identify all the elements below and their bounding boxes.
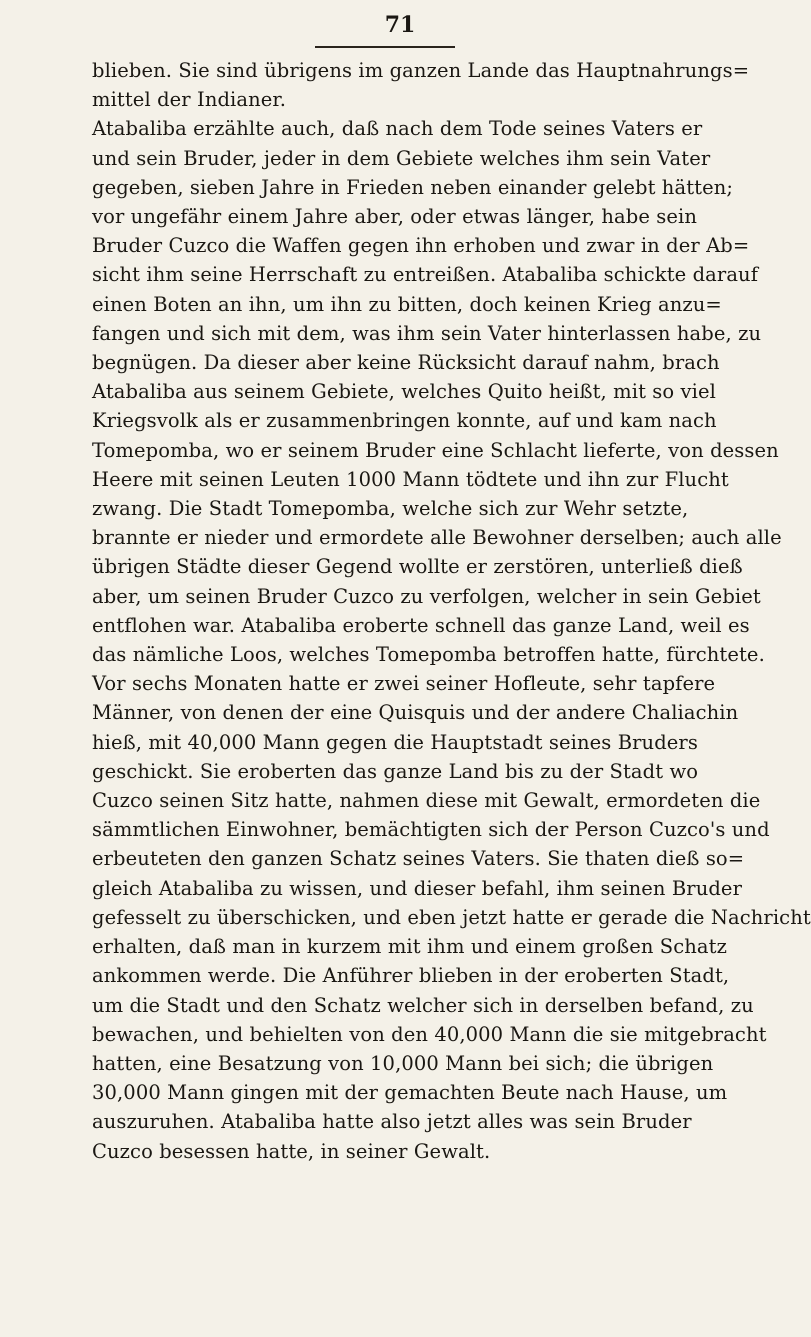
text-line: 30,000 Mann gingen mit der gemachten Beute nach Hause, um xyxy=(92,1081,728,1105)
text-line: Cuzco besessen hatte, in seiner Gewalt. xyxy=(92,1139,491,1163)
text-line: gefesselt zu überschicken, und eben jetzt hatte er gerade die Nachricht xyxy=(92,905,811,929)
text-line: das nämliche Loos, welches Tomepomba betroffen hatte, fürchtete. xyxy=(92,643,765,667)
text-line: Atabaliba erzählte auch, daß nach dem Tode seines Vaters er xyxy=(92,117,703,141)
text-line: sicht ihm seine Herrschaft zu entreißen. Atabaliba schickte darauf xyxy=(92,263,759,287)
text-line: geschickt. Sie eroberten das ganze Land bis zu der Stadt wo xyxy=(92,759,699,783)
text-line: mittel der Indianer. xyxy=(92,88,287,112)
text-line: einen Boten an ihn, um ihn zu bitten, doch keinen Krieg anzu= xyxy=(92,292,722,316)
text-line: und sein Bruder, jeder in dem Gebiete welches ihm sein Vater xyxy=(92,146,711,170)
text-line: gegeben, sieben Jahre in Frieden neben einander gelebt hätten; xyxy=(92,175,734,199)
text-line: bewachen, und behielten von den 40,000 Mann die sie mitgebracht xyxy=(92,1022,767,1046)
body-text xyxy=(92,56,811,1166)
text-line: zwang. Die Stadt Tomepomba, welche sich zur Wehr setzte, xyxy=(92,497,689,521)
text-line: Atabaliba aus seinem Gebiete, welches Quito heißt, mit so viel xyxy=(92,380,716,404)
text-line: vor ungefähr einem Jahre aber, oder etwas länger, habe sein xyxy=(92,205,698,229)
page-number: 71 xyxy=(384,12,416,38)
text-line: um die Stadt und den Schatz welcher sich in derselben befand, zu xyxy=(92,993,754,1017)
text-line: Heere mit seinen Leuten 1000 Mann tödtete und ihn zur Flucht xyxy=(92,467,729,491)
text-line: Männer, von denen der eine Quisquis und der andere Chaliachin xyxy=(92,701,739,725)
text-line: entflohen war. Atabaliba eroberte schnell das ganze Land, weil es xyxy=(92,613,750,637)
text-line: fangen und sich mit dem, was ihm sein Vater hinterlassen habe, zu xyxy=(92,321,762,345)
text-line: hieß, mit 40,000 Mann gegen die Hauptstadt seines Bruders xyxy=(92,730,698,754)
text-line: brannte er nieder und ermordete alle Bewohner derselben; auch alle xyxy=(92,526,782,550)
text-line: übrigen Städte dieser Gegend wollte er zerstören, unterließ dieß xyxy=(92,555,743,579)
text-line: auszuruhen. Atabaliba hatte also jetzt alles was sein Bruder xyxy=(92,1110,692,1134)
text-line: blieben. Sie sind übrigens im ganzen Lande das Hauptnahrungs= xyxy=(92,59,750,82)
text-line: Kriegsvolk als er zusammenbringen konnte, auf und kam nach xyxy=(92,409,717,433)
text-line: sämmtlichen Einwohner, bemächtigten sich der Person Cuzco's und xyxy=(92,818,770,842)
text-line: begnügen. Da dieser aber keine Rücksicht darauf nahm, brach xyxy=(92,351,720,375)
text-line: hatten, eine Besatzung von 10,000 Mann bei sich; die übrigen xyxy=(92,1051,714,1075)
text-line: Bruder Cuzco die Waffen gegen ihn erhoben und zwar in der Ab= xyxy=(92,234,750,258)
text-line: erhalten, daß man in kurzem mit ihm und einem großen Schatz xyxy=(92,935,727,959)
header-rule xyxy=(315,46,455,48)
text-line: Tomepomba, wo er seinem Bruder eine Schlacht lieferte, von dessen xyxy=(92,438,779,462)
text-line: ankommen werde. Die Anführer blieben in der eroberten Stadt, xyxy=(92,964,730,988)
text-line: gleich Atabaliba zu wissen, und dieser befahl, ihm seinen Bruder xyxy=(92,876,742,900)
text-line: erbeuteten den ganzen Schatz seines Vaters. Sie thaten dieß so= xyxy=(92,847,745,871)
text-line: Cuzco seinen Sitz hatte, nahmen diese mit Gewalt, ermordeten die xyxy=(92,789,761,813)
text-line: aber, um seinen Bruder Cuzco zu verfolgen, welcher in sein Gebiet xyxy=(92,584,761,608)
text-line: Vor sechs Monaten hatte er zwei seiner Hofleute, sehr tapfere xyxy=(92,672,716,696)
